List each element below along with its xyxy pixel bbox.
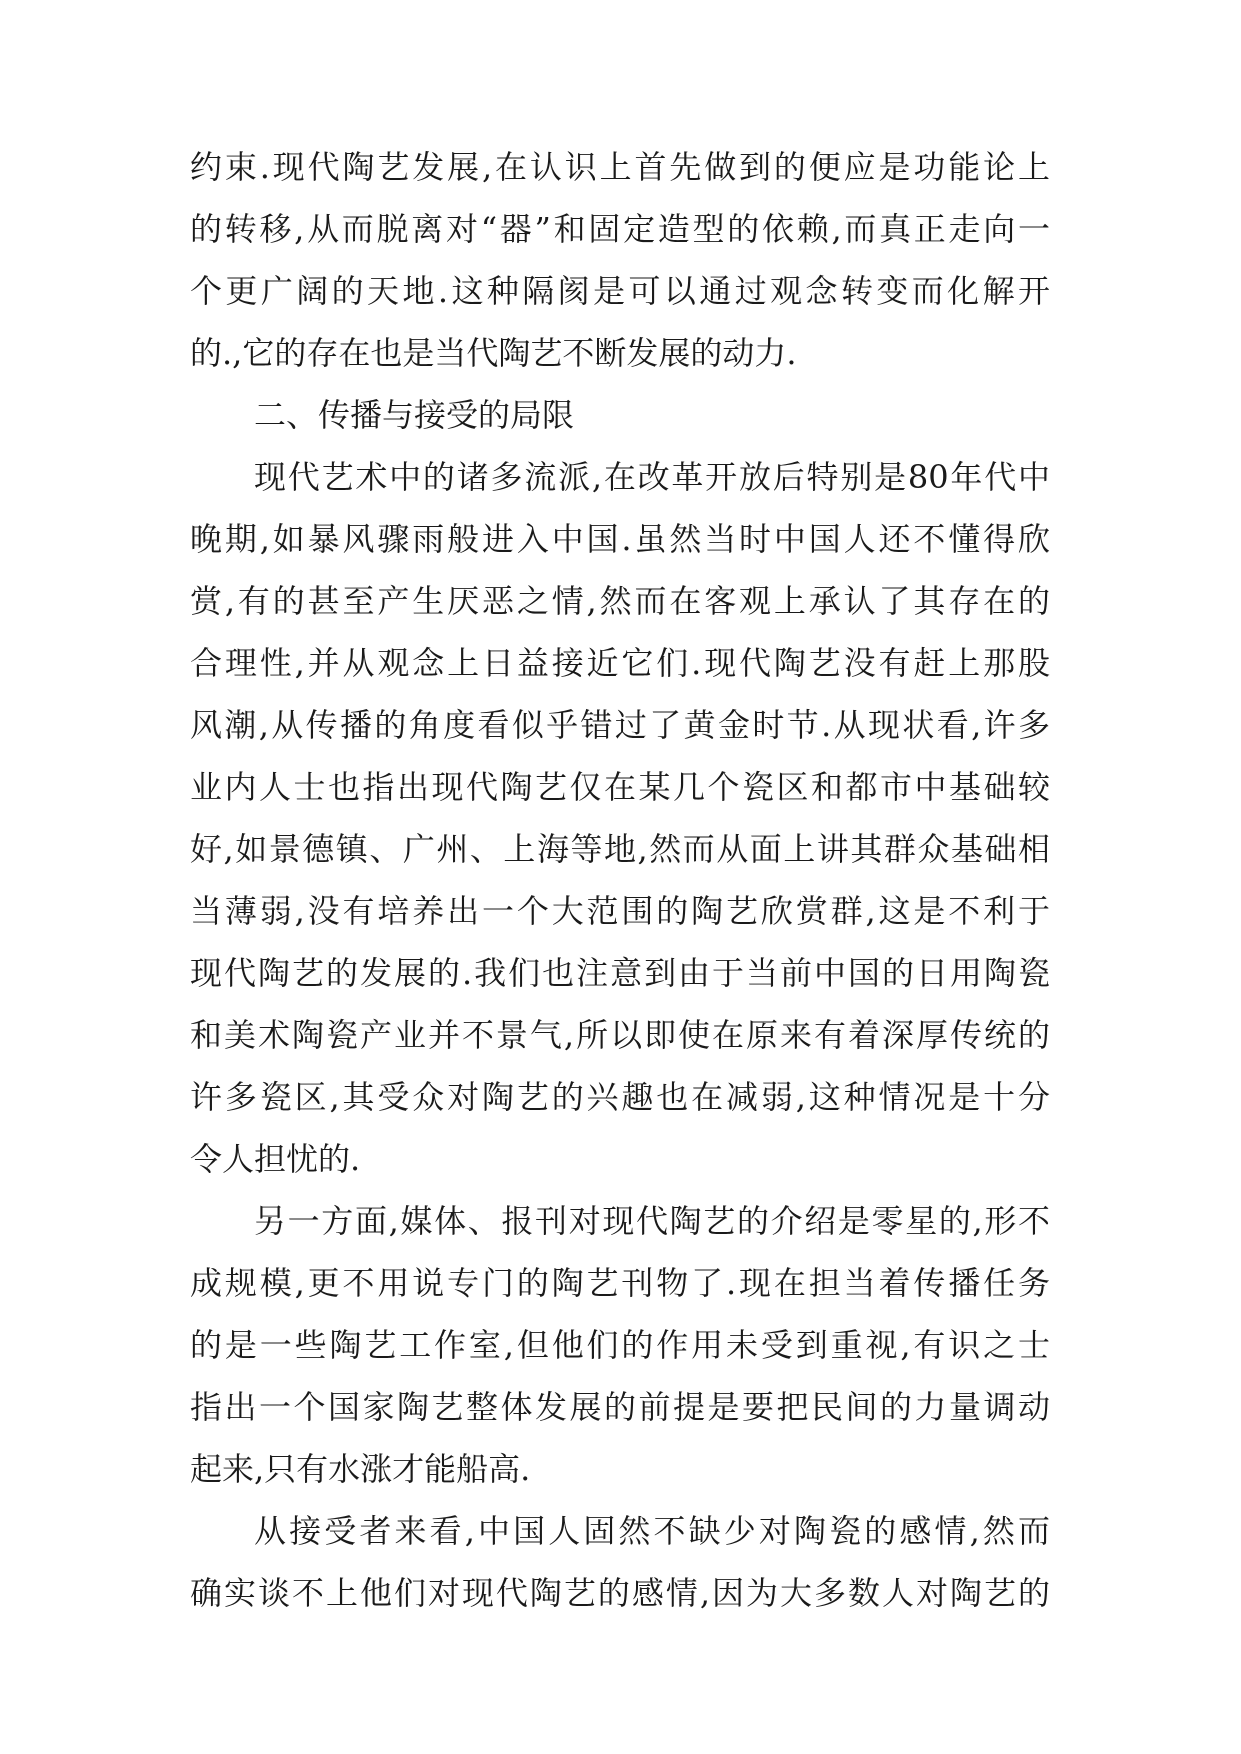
text-line: 好,如景德镇、广州、上海等地,然而从面上讲其群众基础相 — [190, 830, 1050, 868]
text-line: 风潮,从传播的角度看似乎错过了黄金时节.从现状看,许多 — [190, 706, 1050, 744]
text-line: 现代陶艺的发展的.我们也注意到由于当前中国的日用陶瓷 — [190, 954, 1050, 992]
text-line: 起来,只有水涨才能船高. — [190, 1450, 531, 1488]
text-line: 从接受者来看,中国人固然不缺少对陶瓷的感情,然而 — [254, 1512, 1050, 1550]
text-line: 确实谈不上他们对现代陶艺的感情,因为大多数人对陶艺的 — [190, 1574, 1050, 1612]
text-line: 当薄弱,没有培养出一个大范围的陶艺欣赏群,这是不利于 — [190, 892, 1050, 930]
text-line: 二、传播与接受的局限 — [254, 396, 575, 434]
text-line: 的是一些陶艺工作室,但他们的作用未受到重视,有识之士 — [190, 1326, 1050, 1364]
text-line: 赏,有的甚至产生厌恶之情,然而在客观上承认了其存在的 — [190, 582, 1050, 620]
text-line: 合理性,并从观念上日益接近它们.现代陶艺没有赶上那股 — [190, 644, 1050, 682]
text-line: 晚期,如暴风骤雨般进入中国.虽然当时中国人还不懂得欣 — [190, 520, 1050, 558]
text-line: 业内人士也指出现代陶艺仅在某几个瓷区和都市中基础较 — [190, 768, 1050, 806]
text-line: 现代艺术中的诸多流派,在改革开放后特别是80年代中 — [254, 458, 1050, 496]
text-line: 约束.现代陶艺发展,在认识上首先做到的便应是功能论上 — [190, 148, 1050, 186]
text-line: 成规模,更不用说专门的陶艺刊物了.现在担当着传播任务 — [190, 1264, 1050, 1302]
text-line: 的.,它的存在也是当代陶艺不断发展的动力. — [190, 334, 797, 372]
body-text — [190, 136, 1050, 1624]
text-line: 的转移,从而脱离对“器”和固定造型的依赖,而真正走向一 — [190, 210, 1050, 248]
text-line: 令人担忧的. — [190, 1140, 361, 1178]
text-line: 另一方面,媒体、报刊对现代陶艺的介绍是零星的,形不 — [254, 1202, 1050, 1240]
text-line: 个更广阔的天地.这种隔阂是可以通过观念转变而化解开 — [190, 272, 1050, 310]
text-line: 指出一个国家陶艺整体发展的前提是要把民间的力量调动 — [190, 1388, 1050, 1426]
text-line: 许多瓷区,其受众对陶艺的兴趣也在减弱,这种情况是十分 — [190, 1078, 1050, 1116]
text-line: 和美术陶瓷产业并不景气,所以即使在原来有着深厚传统的 — [190, 1016, 1050, 1054]
